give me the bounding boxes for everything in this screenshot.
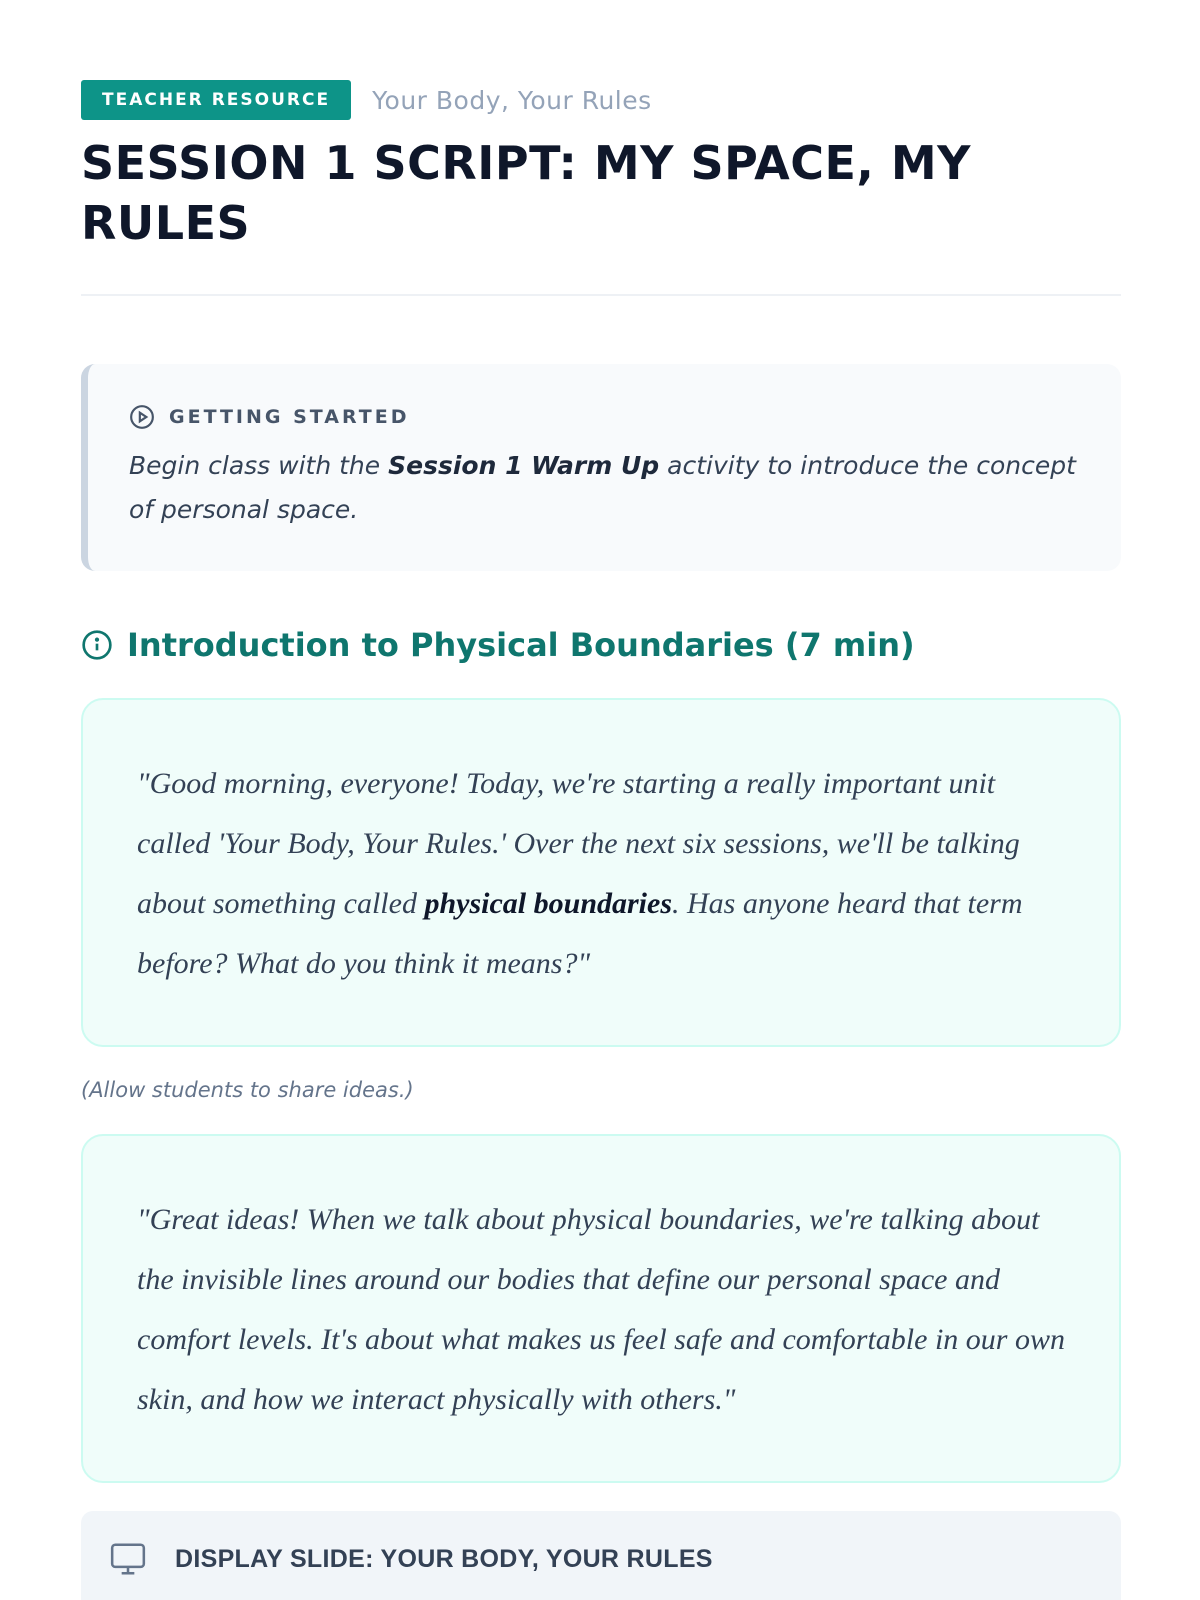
key-term: physical boundaries xyxy=(424,887,672,920)
section-title: Introduction to Physical Boundaries (7 min) xyxy=(127,626,915,664)
teacher-resource-badge: TEACHER RESOURCE xyxy=(81,80,351,120)
divider xyxy=(81,294,1121,296)
display-slide-bar xyxy=(81,1511,1121,1600)
getting-started-header xyxy=(129,404,1080,430)
section-heading xyxy=(81,626,915,664)
stage-direction: (Allow students to share ideas.) xyxy=(81,1078,414,1102)
getting-started-text: Begin class with the Session 1 Warm Up activity to introduce the concept of personal space. xyxy=(129,451,1076,524)
info-circle-icon xyxy=(81,629,113,661)
quote-1-text: "Good morning, everyone! Today, we're starting a really important unit called 'Your Body, Your Rules.' Over the next six sessions, we'll be talking about something called physical boundaries. Has anyone heard that term before? What do you think it means?" xyxy=(137,767,1023,980)
getting-started-callout xyxy=(81,364,1121,571)
quote-2-text: "Great ideas! When we talk about physical boundaries, we're talking about the invisible lines around our bodies that define our personal space and comfort levels. It's about what makes us feel safe and comfortable in our own skin, and how we interact physically with others." xyxy=(137,1203,1065,1416)
monitor-icon xyxy=(109,1540,147,1578)
getting-started-label: GETTING STARTED xyxy=(169,406,410,428)
play-circle-icon xyxy=(129,404,155,430)
display-slide-label: DISPLAY SLIDE: YOUR BODY, YOUR RULES xyxy=(175,1545,713,1573)
course-name: Your Body, Your Rules xyxy=(372,85,652,115)
warm-up-activity-name: Session 1 Warm Up xyxy=(388,451,660,480)
page-title: SESSION 1 SCRIPT: MY SPACE, MY RULES xyxy=(81,136,971,250)
script-quote-2 xyxy=(81,1134,1121,1483)
header-row xyxy=(81,80,652,120)
script-quote-1 xyxy=(81,698,1121,1047)
